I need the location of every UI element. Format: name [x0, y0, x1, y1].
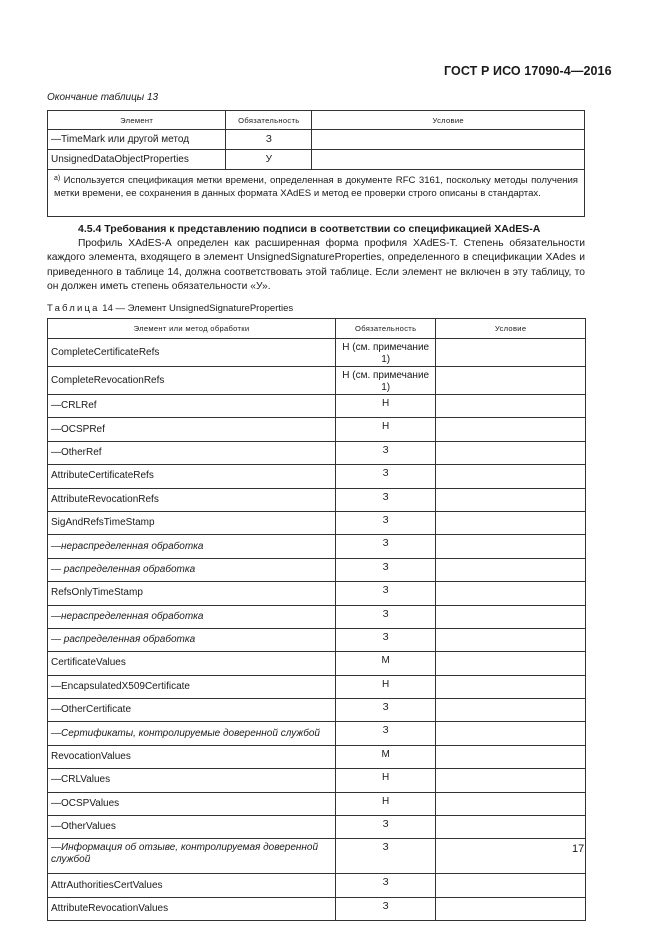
cell-element: —OtherCertificate — [48, 699, 336, 722]
table13-header-row — [48, 111, 585, 130]
cell-requirement: З — [336, 628, 436, 651]
section-paragraph: Профиль XAdES-A определен как расширенная форма профиля XAdES-T. Степень обязательности каждого элемента, входящего в элемент UnsignedSignatureProperties, определенного в спецификации XAdes и приведенного в таблице 14, должна соответствовать этой таблице. Если элемент не включен в эту таблицу, то он должен иметь степень обязательности «У». — [47, 238, 585, 293]
footnote-marker: a) — [54, 175, 61, 182]
cell-condition — [436, 652, 586, 675]
cell-requirement: З — [336, 897, 436, 920]
cell-element: —TimeMark или другой метод — [48, 130, 226, 150]
table14-header-element: Элемент или метод обработки — [48, 319, 336, 339]
cell-requirement: Н — [336, 418, 436, 441]
table-row — [48, 558, 586, 581]
cell-element: CompleteCertificateRefs — [48, 339, 336, 367]
table-row — [48, 395, 586, 418]
cell-requirement: З — [336, 441, 436, 464]
cell-condition — [436, 722, 586, 745]
table-row — [48, 874, 586, 897]
cell-element: AttributeRevocationRefs — [48, 488, 336, 511]
table-row — [48, 582, 586, 605]
table-row — [48, 816, 586, 839]
table13-header-requirement: Обязательность — [226, 111, 312, 130]
table14-header-requirement: Обязательность — [336, 319, 436, 339]
cell-element: —Сертификаты, контролируемые доверенной службой — [48, 722, 336, 745]
table-row — [48, 652, 586, 675]
cell-requirement: З — [336, 488, 436, 511]
table14-caption-title: 14 — Элемент UnsignedSignatureProperties — [99, 303, 294, 314]
cell-element: SigAndRefsTimeStamp — [48, 511, 336, 534]
cell-condition — [436, 339, 586, 367]
cell-requirement: З — [336, 816, 436, 839]
table-row — [48, 150, 585, 170]
cell-element: UnsignedDataObjectProperties — [48, 150, 226, 170]
table-row — [48, 699, 586, 722]
table-row — [48, 535, 586, 558]
cell-requirement: Н (см. примечание 1) — [336, 367, 436, 395]
cell-requirement: З — [336, 839, 436, 874]
cell-condition — [436, 395, 586, 418]
table-row — [48, 339, 586, 367]
cell-condition — [436, 675, 586, 698]
table-row — [48, 897, 586, 920]
cell-requirement: У — [226, 150, 312, 170]
cell-requirement: З — [226, 130, 312, 150]
cell-condition — [436, 558, 586, 581]
cell-condition — [436, 897, 586, 920]
table-row — [48, 722, 586, 745]
cell-element: RevocationValues — [48, 745, 336, 768]
cell-element: AttrAuthoritiesCertValues — [48, 874, 336, 897]
cell-condition — [436, 441, 586, 464]
table-row — [48, 130, 585, 150]
cell-condition — [436, 488, 586, 511]
table14-body — [48, 339, 586, 921]
cell-element: —OtherRef — [48, 441, 336, 464]
table14-header-row — [48, 319, 586, 339]
footnote-text: Используется спецификация метки времени, определенная в документе RFC 3161, поскольку методы получения метки времени, ее сохранения в данных формата XAdES и метод ее проверки строго описаны в стандартах. — [54, 175, 579, 199]
cell-requirement: З — [336, 558, 436, 581]
cell-element: —EncapsulatedX509Certificate — [48, 675, 336, 698]
table-row — [48, 418, 586, 441]
cell-element: — распределенная обработка — [48, 628, 336, 651]
cell-element: —CRLRef — [48, 395, 336, 418]
section-title: 4.5.4 Требования к представлению подписи в соответствии со спецификацией XAdES-A — [78, 223, 541, 235]
cell-requirement: З — [336, 582, 436, 605]
cell-requirement: З — [336, 511, 436, 534]
table-row — [48, 605, 586, 628]
cell-condition — [436, 511, 586, 534]
cell-condition — [436, 418, 586, 441]
cell-element: — распределенная обработка — [48, 558, 336, 581]
cell-requirement: З — [336, 605, 436, 628]
table-row — [48, 769, 586, 792]
cell-condition — [436, 874, 586, 897]
cell-element: —нераспределенная обработка — [48, 605, 336, 628]
cell-requirement: З — [336, 535, 436, 558]
cell-element: —Информация об отзыве, контролируемая доверенной службой — [48, 839, 336, 874]
table-row — [48, 367, 586, 395]
cell-element: AttributeRevocationValues — [48, 897, 336, 920]
cell-condition — [436, 699, 586, 722]
table14-header-condition: Условие — [436, 319, 586, 339]
cell-condition — [436, 745, 586, 768]
cell-element: CompleteRevocationRefs — [48, 367, 336, 395]
cell-condition — [312, 150, 585, 170]
page-number: 17 — [572, 843, 585, 855]
cell-requirement: З — [336, 874, 436, 897]
cell-condition — [436, 582, 586, 605]
cell-element: —OCSPRef — [48, 418, 336, 441]
table-13 — [47, 110, 585, 217]
table13-continuation-caption: Окончание таблицы 13 — [47, 92, 159, 103]
cell-requirement: З — [336, 465, 436, 488]
cell-element: —OCSPValues — [48, 792, 336, 815]
cell-requirement: Н — [336, 675, 436, 698]
cell-condition — [436, 839, 586, 874]
document-code: ГОСТ Р ИСО 17090-4—2016 — [444, 64, 612, 78]
cell-condition — [436, 628, 586, 651]
cell-element: —OtherValues — [48, 816, 336, 839]
table-14 — [47, 318, 586, 921]
table13-footnote — [48, 170, 585, 217]
cell-element: —нераспределенная обработка — [48, 535, 336, 558]
cell-requirement: М — [336, 652, 436, 675]
cell-condition — [436, 535, 586, 558]
cell-element: —CRLValues — [48, 769, 336, 792]
table-row — [48, 488, 586, 511]
table-row — [48, 745, 586, 768]
cell-element: RefsOnlyTimeStamp — [48, 582, 336, 605]
table-row — [48, 792, 586, 815]
cell-condition — [436, 367, 586, 395]
table-row — [48, 511, 586, 534]
cell-element: AttributeCertificateRefs — [48, 465, 336, 488]
table13-header-condition: Условие — [312, 111, 585, 130]
cell-condition — [436, 605, 586, 628]
cell-requirement: М — [336, 745, 436, 768]
table13-header-element: Элемент — [48, 111, 226, 130]
table14-caption — [47, 303, 293, 314]
cell-requirement: Н — [336, 769, 436, 792]
table-row — [48, 839, 586, 874]
table-row — [48, 628, 586, 651]
cell-condition — [436, 465, 586, 488]
cell-condition — [312, 130, 585, 150]
cell-requirement: З — [336, 699, 436, 722]
cell-requirement: Н (см. примечание 1) — [336, 339, 436, 367]
table-row — [48, 465, 586, 488]
table14-caption-prefix: Таблица — [47, 303, 100, 314]
cell-requirement: З — [336, 722, 436, 745]
table13-note-row — [48, 170, 585, 217]
table-row — [48, 441, 586, 464]
cell-condition — [436, 769, 586, 792]
cell-condition — [436, 816, 586, 839]
cell-element: CertificateValues — [48, 652, 336, 675]
cell-requirement: Н — [336, 395, 436, 418]
cell-condition — [436, 792, 586, 815]
cell-requirement: Н — [336, 792, 436, 815]
table-row — [48, 675, 586, 698]
